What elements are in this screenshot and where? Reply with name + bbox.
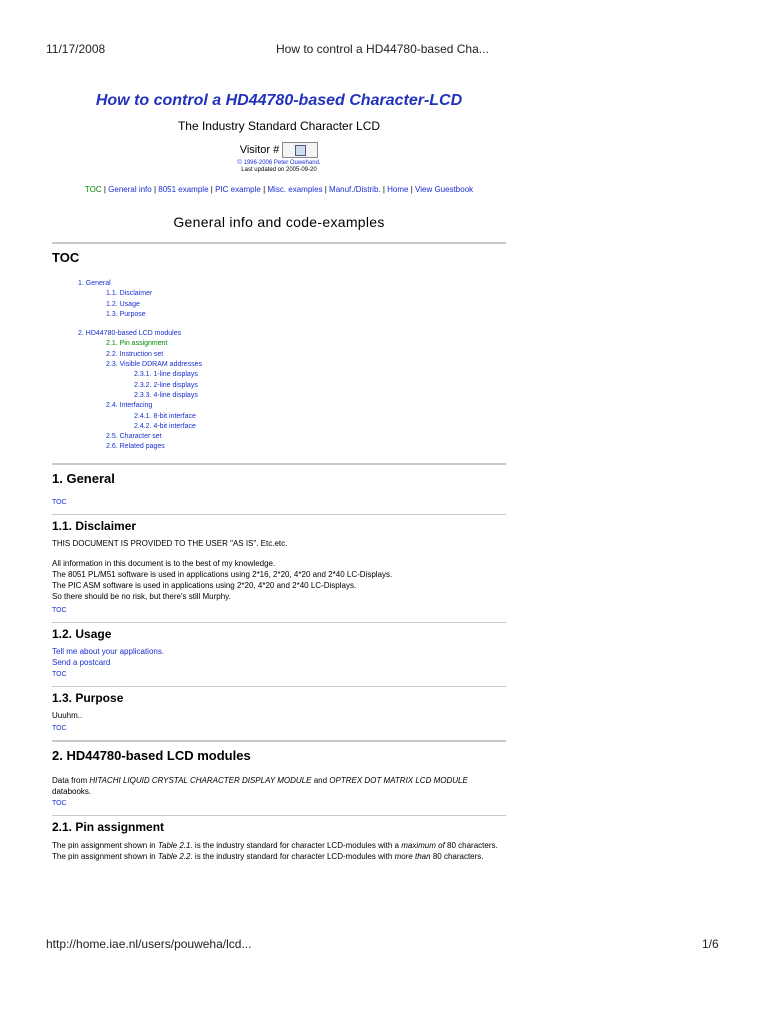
divider — [52, 463, 506, 465]
divider — [52, 242, 506, 244]
nav-misc-examples[interactable]: Misc. examples — [267, 185, 323, 194]
divider — [52, 740, 506, 742]
toc-item[interactable]: 2.4.1. 8-bit interface — [134, 412, 196, 420]
print-url: http://home.iae.nl/users/pouweha/lcd... — [46, 937, 252, 951]
nav-home[interactable]: Home — [387, 185, 409, 194]
toc-item[interactable]: 2.3.3. 4-line displays — [134, 391, 198, 399]
pin-assignment-text: The pin assignment shown in Table 2.1. is the industry standard for character LCD-modules with a maximum of 80 characters. — [52, 840, 498, 850]
disclaimer-text: THIS DOCUMENT IS PROVIDED TO THE USER "AS IS". Etc.etc. — [52, 538, 288, 548]
general-info-heading: General info and code-examples — [173, 214, 385, 230]
divider — [52, 686, 506, 687]
pin-assignment-text: The pin assignment shown in Table 2.2. is the industry standard for character LCD-modules with more than 80 characters. — [52, 851, 484, 861]
toc-item[interactable]: 2. HD44780-based LCD modules — [78, 330, 182, 338]
nav-pic-example[interactable]: PIC example — [215, 185, 261, 194]
toc-item-visited[interactable]: 2.1. Pin assignment — [106, 340, 168, 348]
toc-link[interactable]: TOC — [52, 799, 67, 807]
toc-link[interactable]: TOC — [52, 606, 67, 614]
nav-manuf-distrib[interactable]: Manuf./Distrib. — [329, 185, 381, 194]
disclaimer-line: All information in this document is to the best of my knowledge. — [52, 558, 276, 568]
section-heading-general: 1. General — [52, 470, 115, 486]
toc-list — [52, 279, 506, 453]
document-body — [52, 92, 506, 862]
print-page-title: How to control a HD44780-based Cha... — [276, 42, 489, 56]
page-number: 1/6 — [702, 937, 719, 951]
section-heading-modules: 2. HD44780-based LCD modules — [52, 747, 251, 763]
toc-item[interactable]: 2.5. Character set — [106, 433, 162, 441]
visitor-label: Visitor # — [239, 143, 280, 156]
nav-general-info[interactable]: General info — [108, 185, 152, 194]
title-block — [52, 92, 506, 230]
document-subtitle: The Industry Standard Character LCD — [177, 119, 381, 133]
toc-item[interactable]: 1.3. Purpose — [106, 310, 146, 318]
nav-8051-example[interactable]: 8051 example — [158, 185, 209, 194]
section-heading-usage: 1.2. Usage — [52, 626, 112, 641]
divider — [52, 514, 506, 515]
toc-item[interactable]: 2.2. Instruction set — [106, 350, 164, 358]
disclaimer-line: So there should be no risk, but there's still Murphy. — [52, 591, 231, 601]
toc-item[interactable]: 2.3.1. 1-line displays — [134, 371, 198, 379]
section-heading-pin-assignment: 2.1. Pin assignment — [52, 819, 165, 834]
toc-link[interactable]: TOC — [52, 724, 67, 732]
nav-toc[interactable]: TOC — [84, 185, 102, 194]
print-date: 11/17/2008 — [46, 42, 106, 56]
toc-item[interactable]: 2.6. Related pages — [106, 443, 165, 451]
divider — [52, 622, 506, 623]
toc-item[interactable]: 2.3.2. 2-line displays — [134, 381, 198, 389]
applications-link[interactable]: Tell me about your applications. — [52, 646, 165, 656]
document-title: How to control a HD44780-based Character-LCD — [95, 92, 463, 109]
disclaimer-line: The PIC ASM software is used in applications using 2*20, 4*20 and 2*40 LC-Displays. — [52, 580, 357, 590]
last-updated: Last updated on 2005-09-20 — [241, 167, 317, 173]
visitor-counter — [52, 142, 506, 158]
disclaimer-line: The 8051 PL/M51 software is used in applications using 2*16, 2*20, 4*20 and 2*40 LC-Displays. — [52, 569, 393, 579]
nav-bar: TOC | General info | 8051 example | PIC example | Misc. examples | Manuf./Distrib. | Home | View Guestbook — [84, 185, 474, 194]
counter-image-icon — [282, 142, 318, 158]
toc-item[interactable]: 2.4.2. 4-bit interface — [134, 422, 196, 430]
section-heading-purpose: 1.3. Purpose — [52, 690, 124, 705]
toc-link[interactable]: TOC — [52, 670, 67, 678]
postcard-link[interactable]: Send a postcard — [52, 657, 111, 667]
toc-item[interactable]: 1. General — [78, 280, 111, 287]
purpose-text: Uuuhm.. — [52, 710, 83, 720]
toc-heading: TOC — [52, 250, 80, 265]
modules-text: Data from HITACHI LIQUID CRYSTAL CHARACTER DISPLAY MODULE and OPTREX DOT MATRIX LCD MODULE databooks. — [52, 775, 468, 796]
copyright-link[interactable]: © 1996-2006 Peter Ouwehand. — [237, 160, 321, 166]
toc-item[interactable]: 1.2. Usage — [106, 300, 140, 308]
toc-item[interactable]: 2.4. Interfacing — [106, 402, 153, 410]
toc-link[interactable]: TOC — [52, 498, 67, 506]
divider — [52, 815, 506, 816]
section-heading-disclaimer: 1.1. Disclaimer — [52, 518, 137, 533]
toc-item[interactable]: 2.3. Visible DDRAM addresses — [106, 361, 202, 369]
toc-item[interactable]: 1.1. Disclaimer — [106, 290, 153, 298]
nav-view-guestbook[interactable]: View Guestbook — [415, 185, 474, 194]
